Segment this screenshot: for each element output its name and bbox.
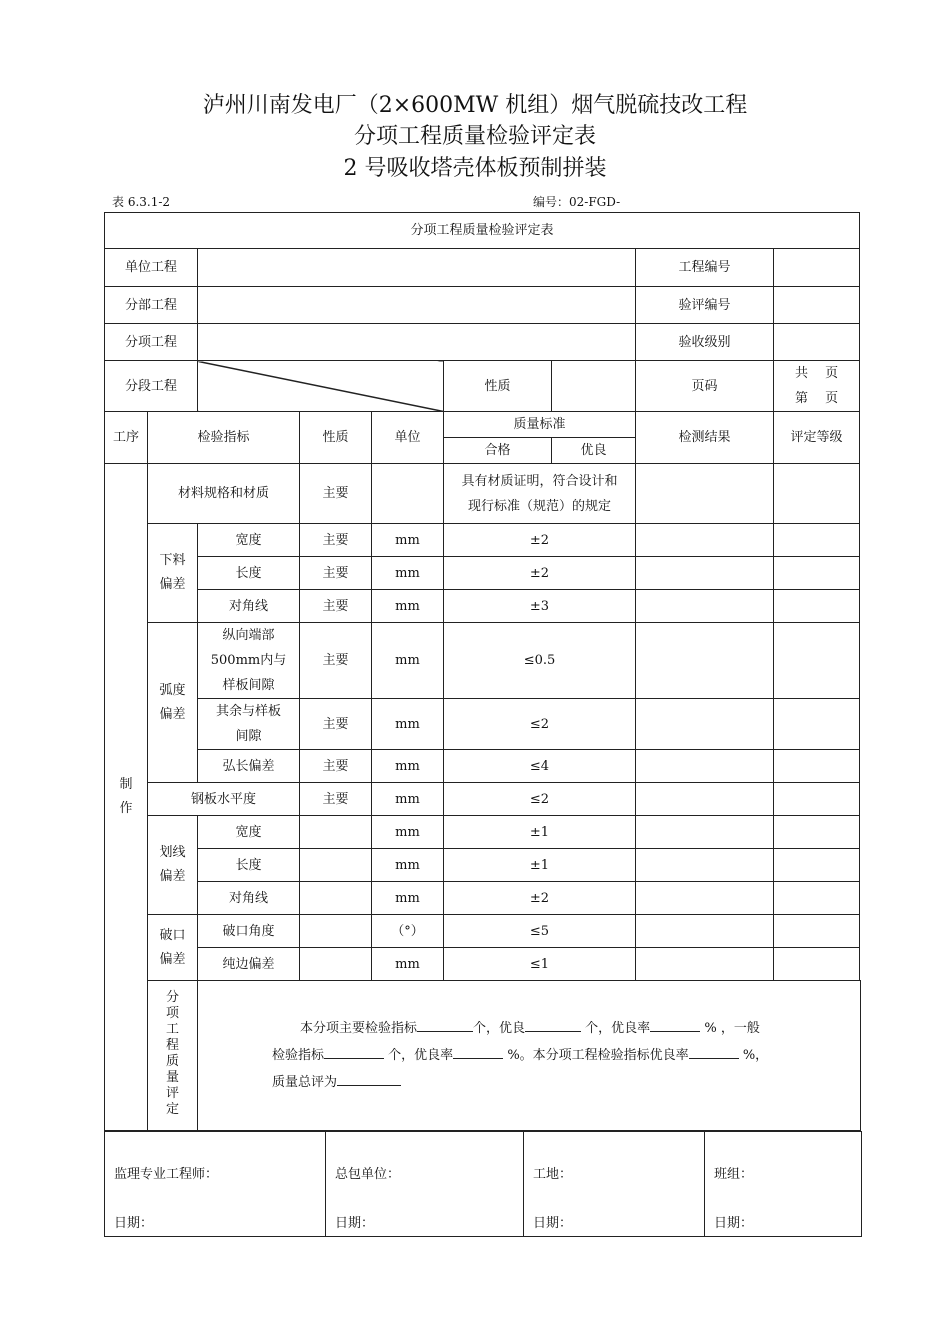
standard-cell: ±2	[444, 557, 636, 590]
signature-table	[104, 1131, 862, 1237]
index-cell: 对角线	[198, 590, 300, 623]
col-pass: 合格	[444, 438, 552, 464]
result-cell[interactable]	[636, 524, 774, 557]
nature-cell	[300, 948, 372, 981]
col-nature: 性质	[300, 412, 372, 464]
label-acceptance-level: 验收级别	[636, 324, 774, 361]
result-cell[interactable]	[636, 557, 774, 590]
page-count	[774, 361, 860, 412]
standard-cell: ≤1	[444, 948, 636, 981]
signature-contractor[interactable]: 总包单位： 日期：	[326, 1132, 524, 1237]
result-cell[interactable]	[636, 750, 774, 783]
index-cell: 纯边偏差	[198, 948, 300, 981]
result-cell[interactable]	[636, 948, 774, 981]
group-cutting: 下料偏差	[148, 524, 198, 623]
field-eval-no[interactable]	[774, 287, 860, 324]
standard-cell: ≤4	[444, 750, 636, 783]
field-sub-project[interactable]	[198, 324, 636, 361]
col-grade: 评定等级	[774, 412, 860, 464]
nature-cell: 主要	[300, 590, 372, 623]
serial-number: 编号：02-FGD-	[533, 195, 621, 209]
unit-cell: mm	[372, 849, 444, 882]
standard-cell: 具有材质证明，符合设计和现行标准（规范）的规定	[444, 464, 636, 524]
group-arc: 弧度偏差	[148, 623, 198, 783]
index-cell: 宽度	[198, 524, 300, 557]
label-division-project: 分部工程	[105, 287, 198, 324]
grade-cell[interactable]	[774, 557, 860, 590]
index-cell: 破口角度	[198, 915, 300, 948]
index-cell: 对角线	[198, 882, 300, 915]
unit-cell: mm	[372, 882, 444, 915]
unit-cell: mm	[372, 699, 444, 750]
blank-overall-grade[interactable]	[337, 1071, 401, 1086]
col-result: 检测结果	[636, 412, 774, 464]
unit-cell: mm	[372, 783, 444, 816]
index-cell: 材料规格和材质	[148, 464, 300, 524]
unit-cell: mm	[372, 948, 444, 981]
unit-cell	[372, 464, 444, 524]
result-cell[interactable]	[636, 623, 774, 699]
col-standard: 质量标准	[444, 412, 636, 438]
result-cell[interactable]	[636, 783, 774, 816]
standard-cell: ≤0.5	[444, 623, 636, 699]
blank-general-rate[interactable]	[453, 1044, 503, 1059]
unit-cell: mm	[372, 557, 444, 590]
result-cell[interactable]	[636, 590, 774, 623]
field-unit-project[interactable]	[198, 249, 636, 287]
unit-cell: mm	[372, 590, 444, 623]
col-excellent: 优良	[552, 438, 636, 464]
unit-cell: mm	[372, 623, 444, 699]
nature-cell: 主要	[300, 699, 372, 750]
field-project-no[interactable]	[774, 249, 860, 287]
unit-cell: （°）	[372, 915, 444, 948]
result-cell[interactable]	[636, 882, 774, 915]
grade-cell[interactable]	[774, 750, 860, 783]
result-cell[interactable]	[636, 915, 774, 948]
index-cell: 长度	[198, 849, 300, 882]
blank-overall-rate[interactable]	[689, 1044, 739, 1059]
grade-cell[interactable]	[774, 948, 860, 981]
standard-cell: ≤2	[444, 783, 636, 816]
grade-cell[interactable]	[774, 524, 860, 557]
result-cell[interactable]	[636, 816, 774, 849]
blank-main-excellent[interactable]	[525, 1017, 581, 1032]
nature-cell: 主要	[300, 557, 372, 590]
label-page-no: 页码	[636, 361, 774, 412]
result-cell[interactable]	[636, 699, 774, 750]
standard-cell: ±2	[444, 882, 636, 915]
total-pages: 共 页	[794, 366, 839, 381]
col-unit: 单位	[372, 412, 444, 464]
group-marking: 划线偏差	[148, 816, 198, 915]
index-cell: 纵向端部500mm内与样板间隙	[198, 623, 300, 699]
nature-cell: 主要	[300, 524, 372, 557]
grade-cell[interactable]	[774, 464, 860, 524]
field-segment-project-diagonal	[198, 361, 444, 412]
label-unit-project: 单位工程	[105, 249, 198, 287]
grade-cell[interactable]	[774, 849, 860, 882]
standard-cell: ≤5	[444, 915, 636, 948]
current-page: 第 页	[794, 391, 839, 406]
nature-cell	[300, 915, 372, 948]
grade-cell[interactable]	[774, 623, 860, 699]
nature-cell	[300, 849, 372, 882]
index-cell: 钢板水平度	[148, 783, 300, 816]
label-sub-project: 分项工程	[105, 324, 198, 361]
grade-cell[interactable]	[774, 699, 860, 750]
label-segment-project: 分段工程	[105, 361, 198, 412]
label-eval-no: 验评编号	[636, 287, 774, 324]
index-cell: 其余与样板间隙	[198, 699, 300, 750]
result-cell[interactable]	[636, 464, 774, 524]
document-item-title: 2 号吸收塔壳体板预制拼装	[343, 156, 607, 181]
grade-cell[interactable]	[774, 816, 860, 849]
nature-cell	[300, 816, 372, 849]
label-nature: 性质	[444, 361, 552, 412]
summary-text: 本分项主要检验指标 个，优良 个，优良率 % ，一般 检验指标 个，优良率 %。本分项工程检验指标优良率 %， 质量总评为	[198, 981, 861, 1131]
standard-cell: ±2	[444, 524, 636, 557]
blank-main-rate[interactable]	[650, 1017, 700, 1032]
blank-main-count[interactable]	[417, 1017, 473, 1032]
nature-cell: 主要	[300, 464, 372, 524]
evaluation-table	[104, 212, 861, 1131]
signature-site[interactable]: 工地： 日期：	[524, 1132, 705, 1237]
process-cell: 制作	[105, 464, 148, 1131]
result-cell[interactable]	[636, 849, 774, 882]
summary-label: 分项工程质量评定	[148, 981, 198, 1131]
signature-supervisor[interactable]: 监理专业工程师： 日期：	[105, 1132, 326, 1237]
nature-cell: 主要	[300, 623, 372, 699]
index-cell: 弘长偏差	[198, 750, 300, 783]
index-cell: 宽度	[198, 816, 300, 849]
unit-cell: mm	[372, 816, 444, 849]
table-number: 表 6.3.1-2	[112, 195, 171, 209]
unit-cell: mm	[372, 750, 444, 783]
label-project-no: 工程编号	[636, 249, 774, 287]
field-division-project[interactable]	[198, 287, 636, 324]
signature-team[interactable]: 班组： 日期：	[705, 1132, 862, 1237]
index-cell: 长度	[198, 557, 300, 590]
document-title: 泸州川南发电厂（2×600MW 机组）烟气脱硫技改工程	[202, 93, 748, 118]
field-acceptance-level[interactable]	[774, 324, 860, 361]
nature-cell: 主要	[300, 783, 372, 816]
grade-cell[interactable]	[774, 915, 860, 948]
blank-general-count[interactable]	[324, 1044, 384, 1059]
grade-cell[interactable]	[774, 590, 860, 623]
col-process: 工序	[105, 412, 148, 464]
col-index: 检验指标	[148, 412, 300, 464]
nature-cell: 主要	[300, 750, 372, 783]
standard-cell: ≤2	[444, 699, 636, 750]
group-bevel: 破口偏差	[148, 915, 198, 981]
standard-cell: ±3	[444, 590, 636, 623]
nature-cell	[300, 882, 372, 915]
grade-cell[interactable]	[774, 882, 860, 915]
form-caption: 分项工程质量检验评定表	[105, 213, 860, 249]
grade-cell[interactable]	[774, 783, 860, 816]
unit-cell: mm	[372, 524, 444, 557]
document-subtitle: 分项工程质量检验评定表	[353, 124, 596, 149]
standard-cell: ±1	[444, 816, 636, 849]
standard-cell: ±1	[444, 849, 636, 882]
field-nature[interactable]	[552, 361, 636, 412]
